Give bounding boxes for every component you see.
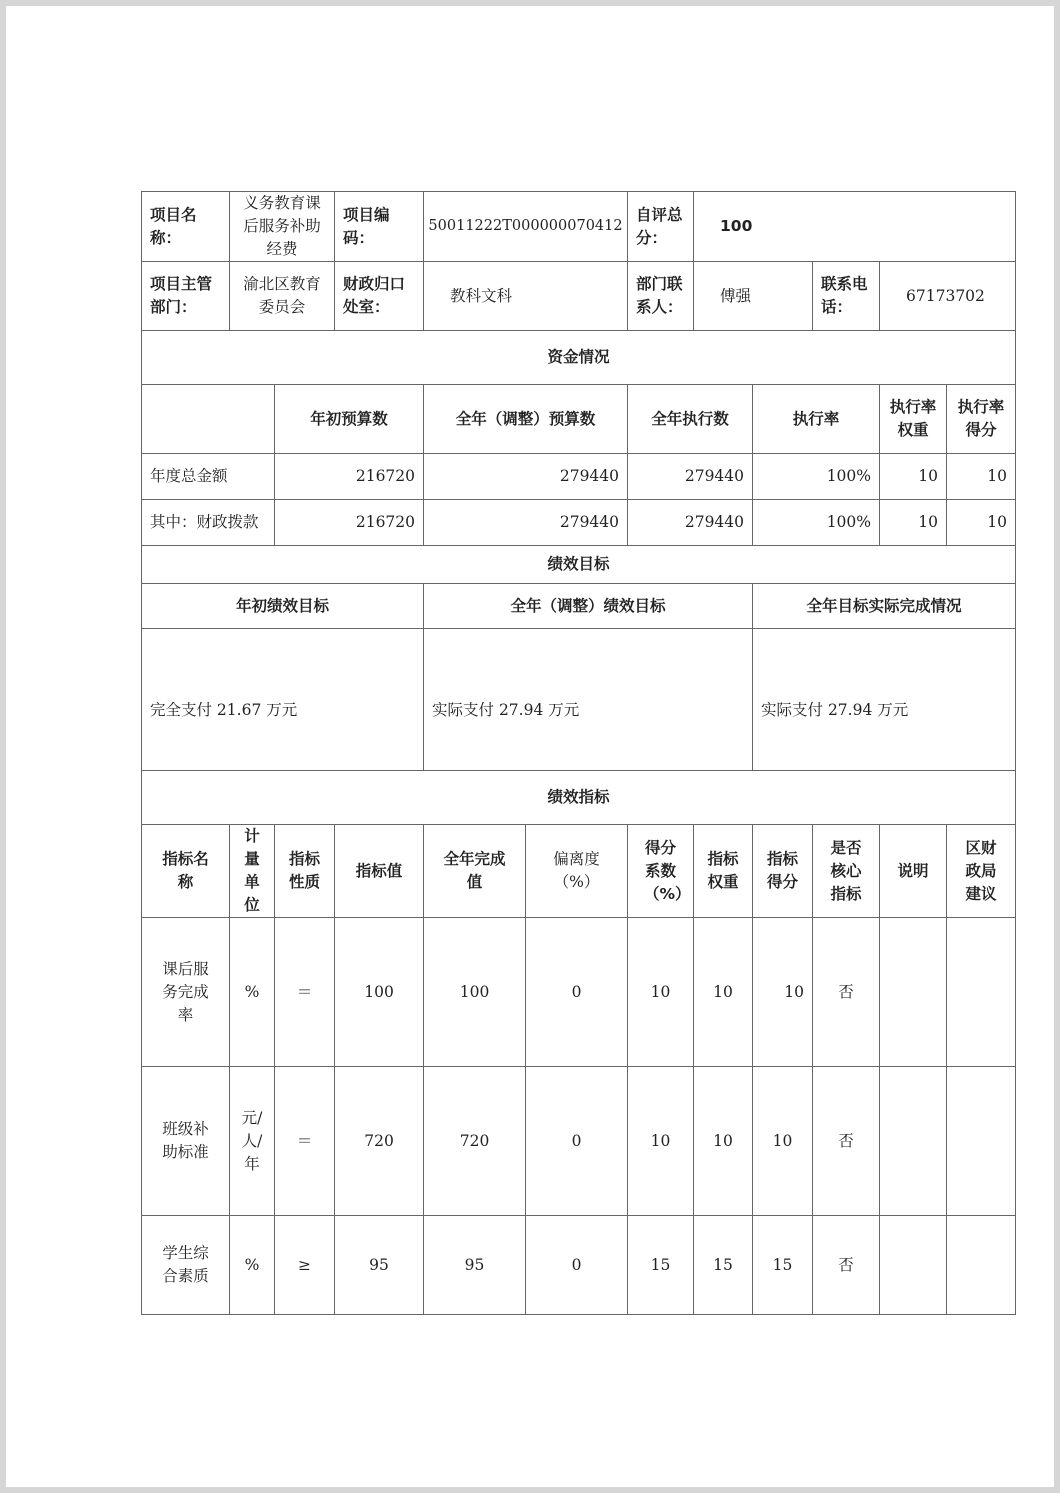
goals-header-initial: 年初绩效目标 <box>142 584 424 629</box>
funds-header-executed: 全年执行数 <box>628 385 753 454</box>
ind-deviation: 0 <box>526 1067 628 1216</box>
phone-label: 联系电话： <box>813 262 880 331</box>
ind-deviation: 0 <box>526 918 628 1067</box>
ind-header-core: 是否核心指标 <box>813 825 880 918</box>
ind-header-weight: 指标权重 <box>694 825 753 918</box>
ind-header-actual: 全年完成值 <box>424 825 526 918</box>
table-row <box>142 918 1016 1067</box>
ind-header-nature: 指标性质 <box>275 825 335 918</box>
ind-header-advice: 区财政局建议 <box>947 825 1016 918</box>
ind-core: 否 <box>813 918 880 1067</box>
ind-name: 课后服务完成率 <box>142 918 230 1067</box>
ind-deviation: 0 <box>526 1216 628 1315</box>
funds-cell: 100% <box>753 500 880 546</box>
table-row <box>142 1067 1016 1216</box>
finance-office-value: 教科文科 <box>424 262 628 331</box>
document-page <box>6 6 1054 1487</box>
funds-cell: 10 <box>880 454 947 500</box>
funds-cell: 10 <box>947 500 1016 546</box>
funds-header-adjusted-budget: 全年（调整）预算数 <box>424 385 628 454</box>
ind-unit: % <box>230 1216 275 1315</box>
goals-header-adjusted: 全年（调整）绩效目标 <box>424 584 753 629</box>
ind-core: 否 <box>813 1216 880 1315</box>
funds-header-rate: 执行率 <box>753 385 880 454</box>
ind-header-note: 说明 <box>880 825 947 918</box>
ind-nature: ＝ <box>275 1067 335 1216</box>
ind-name: 班级补助标准 <box>142 1067 230 1216</box>
project-name-value: 义务教育课后服务补助经费 <box>230 192 335 262</box>
ind-score: 10 <box>753 1067 813 1216</box>
funds-cell: 279440 <box>424 500 628 546</box>
ind-actual: 100 <box>424 918 526 1067</box>
dept-label: 项目主管部门： <box>142 262 230 331</box>
ind-coef: 15 <box>628 1216 694 1315</box>
self-score-value: 100 <box>694 192 1016 262</box>
goal-adjusted-value: 实际支付 27.94 万元 <box>424 629 753 771</box>
self-score-label: 自评总分： <box>628 192 694 262</box>
ind-name: 学生综合素质 <box>142 1216 230 1315</box>
ind-coef: 10 <box>628 1067 694 1216</box>
funds-cell: 216720 <box>275 500 424 546</box>
funds-cell: 216720 <box>275 454 424 500</box>
ind-header-name: 指标名称 <box>142 825 230 918</box>
table-row <box>142 454 1016 500</box>
funds-header-rate-score: 执行率得分 <box>947 385 1016 454</box>
funds-section-title: 资金情况 <box>142 331 1016 385</box>
ind-header-unit: 计量单位 <box>230 825 275 918</box>
funds-header-rate-weight: 执行率权重 <box>880 385 947 454</box>
project-code-value: 50011222T000000070412 <box>424 192 628 262</box>
ind-score: 15 <box>753 1216 813 1315</box>
funds-cell: 10 <box>880 500 947 546</box>
ind-header-value: 指标值 <box>335 825 424 918</box>
ind-value: 100 <box>335 918 424 1067</box>
goals-header-actual: 全年目标实际完成情况 <box>753 584 1016 629</box>
funds-cell: 279440 <box>628 500 753 546</box>
ind-weight: 10 <box>694 1067 753 1216</box>
ind-nature: ＝ <box>275 918 335 1067</box>
funds-row-label: 其中：财政拨款 <box>142 500 275 546</box>
ind-weight: 10 <box>694 918 753 1067</box>
contact-value: 傅强 <box>694 262 813 331</box>
indicators-section-title: 绩效指标 <box>142 771 1016 825</box>
ind-actual: 95 <box>424 1216 526 1315</box>
ind-note <box>880 1067 947 1216</box>
funds-cell: 10 <box>947 454 1016 500</box>
project-code-label: 项目编码： <box>335 192 424 262</box>
ind-advice <box>947 1067 1016 1216</box>
table-row <box>142 1216 1016 1315</box>
ind-header-coef: 得分系数（%） <box>628 825 694 918</box>
ind-core: 否 <box>813 1067 880 1216</box>
ind-value: 720 <box>335 1067 424 1216</box>
ind-unit: 元/人/年 <box>230 1067 275 1216</box>
goals-section-title: 绩效目标 <box>142 546 1016 584</box>
phone-value: 67173702 <box>880 262 1016 331</box>
funds-cell: 279440 <box>424 454 628 500</box>
ind-advice <box>947 1216 1016 1315</box>
project-name-label: 项目名称： <box>142 192 230 262</box>
ind-unit: % <box>230 918 275 1067</box>
finance-office-label: 财政归口处室： <box>335 262 424 331</box>
dept-value: 渝北区教育委员会 <box>230 262 335 331</box>
ind-note <box>880 1216 947 1315</box>
goal-initial-value: 完全支付 21.67 万元 <box>142 629 424 771</box>
ind-header-deviation: 偏离度（%） <box>526 825 628 918</box>
table-row <box>142 500 1016 546</box>
performance-evaluation-table <box>141 191 1016 1315</box>
ind-nature: ≥ <box>275 1216 335 1315</box>
ind-value: 95 <box>335 1216 424 1315</box>
goal-actual-value: 实际支付 27.94 万元 <box>753 629 1016 771</box>
ind-score: 10 <box>753 918 813 1067</box>
ind-advice <box>947 918 1016 1067</box>
ind-actual: 720 <box>424 1067 526 1216</box>
funds-cell: 100% <box>753 454 880 500</box>
funds-header-initial-budget: 年初预算数 <box>275 385 424 454</box>
ind-weight: 15 <box>694 1216 753 1315</box>
ind-note <box>880 918 947 1067</box>
ind-coef: 10 <box>628 918 694 1067</box>
ind-header-score: 指标得分 <box>753 825 813 918</box>
funds-cell: 279440 <box>628 454 753 500</box>
funds-header-blank <box>142 385 275 454</box>
funds-row-label: 年度总金额 <box>142 454 275 500</box>
contact-label: 部门联系人： <box>628 262 694 331</box>
